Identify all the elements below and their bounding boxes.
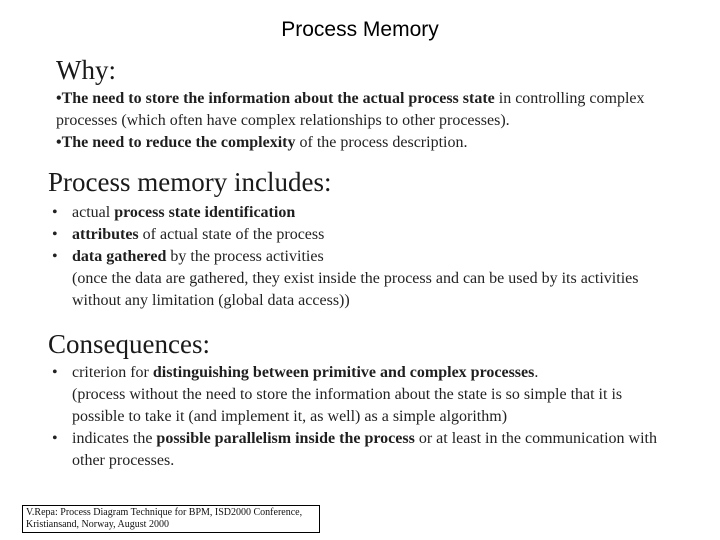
item-note: (process without the need to store the information about the state is so simple that it is possible to take it (and implement it, as well) as a simple algorithm)	[72, 386, 623, 425]
bullet: •	[52, 204, 58, 221]
item-bold-text: distinguishing between primitive and complex processes	[152, 364, 535, 381]
list-item	[48, 428, 668, 472]
why-reason-2	[56, 132, 666, 154]
bullet: •	[52, 226, 58, 243]
item-note: (once the data are gathered, they exist inside the process and can be used by its activities without any limitation (global data access))	[72, 270, 639, 309]
item-text: by the process activities	[166, 248, 324, 265]
why-reason-2-rest: of the process description.	[295, 134, 468, 151]
item-text: indicates the	[72, 430, 157, 447]
list-item	[48, 362, 668, 428]
item-text: or at least in the communication with other processes.	[72, 430, 657, 469]
bullet: •	[52, 430, 58, 447]
why-paragraph	[56, 88, 666, 154]
citation-footer	[22, 505, 320, 533]
consequences-list	[48, 362, 668, 472]
list-item	[48, 202, 668, 224]
why-heading: Why:	[56, 55, 116, 85]
why-reason-1-bold: •The need to store the information about the actual process state	[56, 90, 495, 107]
list-item	[48, 246, 668, 312]
item-bold-text: attributes	[72, 226, 139, 243]
bullet: •	[52, 248, 58, 265]
item-bold-text: process state identification	[114, 204, 296, 221]
item-bold-text: possible parallelism inside the process	[156, 430, 415, 447]
citation-line-2: Kristiansand, Norway, August 2000	[26, 519, 169, 530]
why-reason-2-bold: •The need to reduce the complexity	[56, 134, 296, 151]
includes-heading: Process memory includes:	[48, 167, 332, 197]
item-text: criterion for	[72, 364, 153, 381]
item-text: .	[534, 364, 539, 381]
item-text: of actual state of the process	[138, 226, 325, 243]
list-item	[48, 224, 668, 246]
slide-title: Process Memory	[281, 18, 439, 41]
includes-list	[48, 202, 668, 312]
item-text: actual	[72, 204, 115, 221]
bullet: •	[52, 364, 58, 381]
why-reason-1-rest: in controlling complex processes (which often have complex relationships to other processes).	[56, 90, 645, 129]
citation-line-1: V.Repa: Process Diagram Technique for BPM, ISD2000 Conference,	[26, 507, 303, 518]
item-bold-text: data gathered	[72, 248, 167, 265]
why-reason-1	[56, 88, 666, 132]
consequences-heading: Consequences:	[48, 329, 210, 359]
